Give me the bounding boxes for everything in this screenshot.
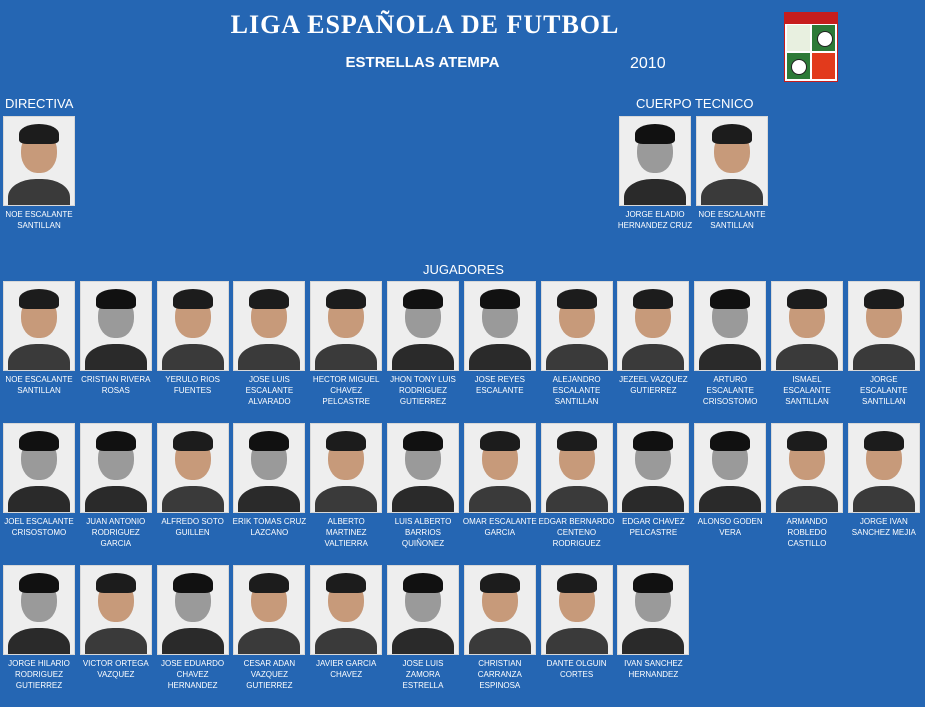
person-name: CRISTIAN RIVERA ROSAS: [81, 375, 151, 395]
person-card: [692, 281, 768, 407]
person-name: ARMANDO ROBLEDO CASTILLO: [786, 517, 828, 548]
person-photo: [387, 565, 459, 655]
person-photo: [694, 281, 766, 371]
section-cuerpo-tecnico: CUERPO TECNICO: [636, 96, 754, 111]
person-photo: [157, 565, 229, 655]
person-name: ARTURO ESCALANTE CRISOSTOMO: [702, 375, 758, 406]
person-name: EDGAR BERNARDO CENTENO RODRIGUEZ: [538, 517, 615, 548]
person-name: ALBERTO MARTINEZ VALTIERRA: [324, 517, 368, 548]
person-photo: [80, 281, 152, 371]
person-name: ERIK TOMAS CRUZ LAZCANO: [232, 517, 307, 537]
person-photo: [233, 281, 305, 371]
person-name: HECTOR MIGUEL CHAVEZ PELCASTRE: [312, 375, 380, 406]
person-card: [846, 423, 922, 538]
person-photo: [3, 423, 75, 513]
person-photo: [3, 116, 75, 206]
person-photo: [541, 281, 613, 371]
person-card: [462, 565, 538, 691]
person-photo: [617, 565, 689, 655]
person-photo: [694, 423, 766, 513]
person-photo: [541, 565, 613, 655]
person-name: JEZEEL VAZQUEZ GUTIERREZ: [619, 375, 688, 395]
person-card: [462, 281, 538, 396]
person-name: OMAR ESCALANTE GARCIA: [462, 517, 537, 537]
person-card: [155, 281, 231, 396]
person-card: [231, 423, 307, 538]
person-photo: [848, 281, 920, 371]
person-photo: [464, 423, 536, 513]
person-photo: [617, 423, 689, 513]
person-card: [769, 423, 845, 549]
league-emblem: [784, 12, 838, 82]
person-name: CESAR ADAN VAZQUEZ GUTIERREZ: [243, 659, 296, 690]
person-name: JORGE HILARIO RODRIGUEZ GUTIERREZ: [8, 659, 70, 690]
person-card: [385, 565, 461, 691]
person-name: NOE ESCALANTE SANTILLAN: [5, 210, 73, 230]
team-name: ESTRELLAS ATEMPA: [345, 54, 500, 71]
person-name: EDGAR CHAVEZ PELCASTRE: [622, 517, 685, 537]
person-photo: [310, 281, 382, 371]
person-photo: [387, 281, 459, 371]
person-card: [1, 281, 77, 396]
person-photo: [464, 565, 536, 655]
person-photo: [387, 423, 459, 513]
person-name: JOSE EDUARDO CHAVEZ HERNANDEZ: [161, 659, 225, 690]
person-card: [155, 565, 231, 691]
person-photo: [771, 281, 843, 371]
person-photo: [848, 423, 920, 513]
person-card: [846, 281, 922, 407]
person-photo: [3, 565, 75, 655]
person-card: [769, 281, 845, 407]
person-card: [1, 565, 77, 691]
person-name: NOE ESCALANTE SANTILLAN: [698, 210, 766, 230]
person-photo: [617, 281, 689, 371]
person-card: [308, 423, 384, 549]
person-name: ALFREDO SOTO GUILLEN: [161, 517, 224, 537]
person-card: [692, 423, 768, 538]
person-card: [615, 565, 691, 680]
person-name: NOE ESCALANTE SANTILLAN: [5, 375, 73, 395]
person-photo: [157, 281, 229, 371]
person-photo: [233, 423, 305, 513]
person-card: [78, 565, 154, 680]
person-photo: [80, 565, 152, 655]
person-card: [385, 423, 461, 549]
section-directiva: DIRECTIVA: [5, 96, 74, 111]
person-card: [308, 565, 384, 680]
person-card: [617, 116, 693, 231]
person-card: [231, 281, 307, 407]
person-name: JORGE ESCALANTE SANTILLAN: [860, 375, 908, 406]
section-jugadores: JUGADORES: [423, 262, 504, 277]
person-card: [1, 423, 77, 538]
person-name: JHON TONY LUIS RODRIGUEZ GUTIERREZ: [390, 375, 456, 406]
person-card: [694, 116, 770, 231]
person-name: JORGE ELADIO HERNANDEZ CRUZ: [617, 210, 693, 230]
person-photo: [310, 423, 382, 513]
person-card: [615, 281, 691, 396]
person-card: [78, 281, 154, 396]
person-name: JUAN ANTONIO RODRIGUEZ GARCIA: [86, 517, 146, 548]
person-name: JOEL ESCALANTE CRISOSTOMO: [4, 517, 74, 537]
person-name: LUIS ALBERTO BARRIOS QUIÑONEZ: [394, 517, 452, 548]
person-name: ISMAEL ESCALANTE SANTILLAN: [783, 375, 831, 406]
person-card: [539, 281, 615, 407]
person-photo: [3, 281, 75, 371]
person-name: JAVIER GARCIA CHAVEZ: [316, 659, 377, 679]
person-photo: [310, 565, 382, 655]
person-name: JOSE LUIS ZAMORA ESTRELLA: [402, 659, 444, 690]
person-name: ALEJANDRO ESCALANTE SANTILLAN: [552, 375, 601, 406]
person-card: [615, 423, 691, 538]
person-name: YERULO RIOS FUENTES: [165, 375, 220, 395]
person-photo: [80, 423, 152, 513]
person-card: [539, 565, 615, 680]
season-year: 2010: [630, 55, 666, 72]
person-card: [1, 116, 77, 231]
person-card: [308, 281, 384, 407]
person-photo: [541, 423, 613, 513]
person-card: [385, 281, 461, 407]
person-photo: [464, 281, 536, 371]
page-title: LIGA ESPAÑOLA DE FUTBOL: [230, 10, 620, 39]
person-name: ALONSO GODEN VERA: [697, 517, 763, 537]
person-name: IVAN SANCHEZ HERNANDEZ: [624, 659, 683, 679]
person-card: [155, 423, 231, 538]
person-card: [462, 423, 538, 538]
person-card: [78, 423, 154, 549]
person-photo: [696, 116, 768, 206]
person-name: CHRISTIAN CARRANZA ESPINOSA: [477, 659, 522, 690]
person-name: JORGE IVAN SANCHEZ MEJIA: [851, 517, 916, 537]
person-photo: [771, 423, 843, 513]
person-name: JOSE LUIS ESCALANTE ALVARADO: [245, 375, 294, 406]
person-photo: [233, 565, 305, 655]
person-name: DANTE OLGUIN CORTES: [546, 659, 607, 679]
person-card: [539, 423, 615, 549]
person-photo: [619, 116, 691, 206]
person-card: [231, 565, 307, 691]
person-name: VICTOR ORTEGA VAZQUEZ: [82, 659, 149, 679]
person-photo: [157, 423, 229, 513]
person-name: JOSE REYES ESCALANTE: [474, 375, 525, 395]
